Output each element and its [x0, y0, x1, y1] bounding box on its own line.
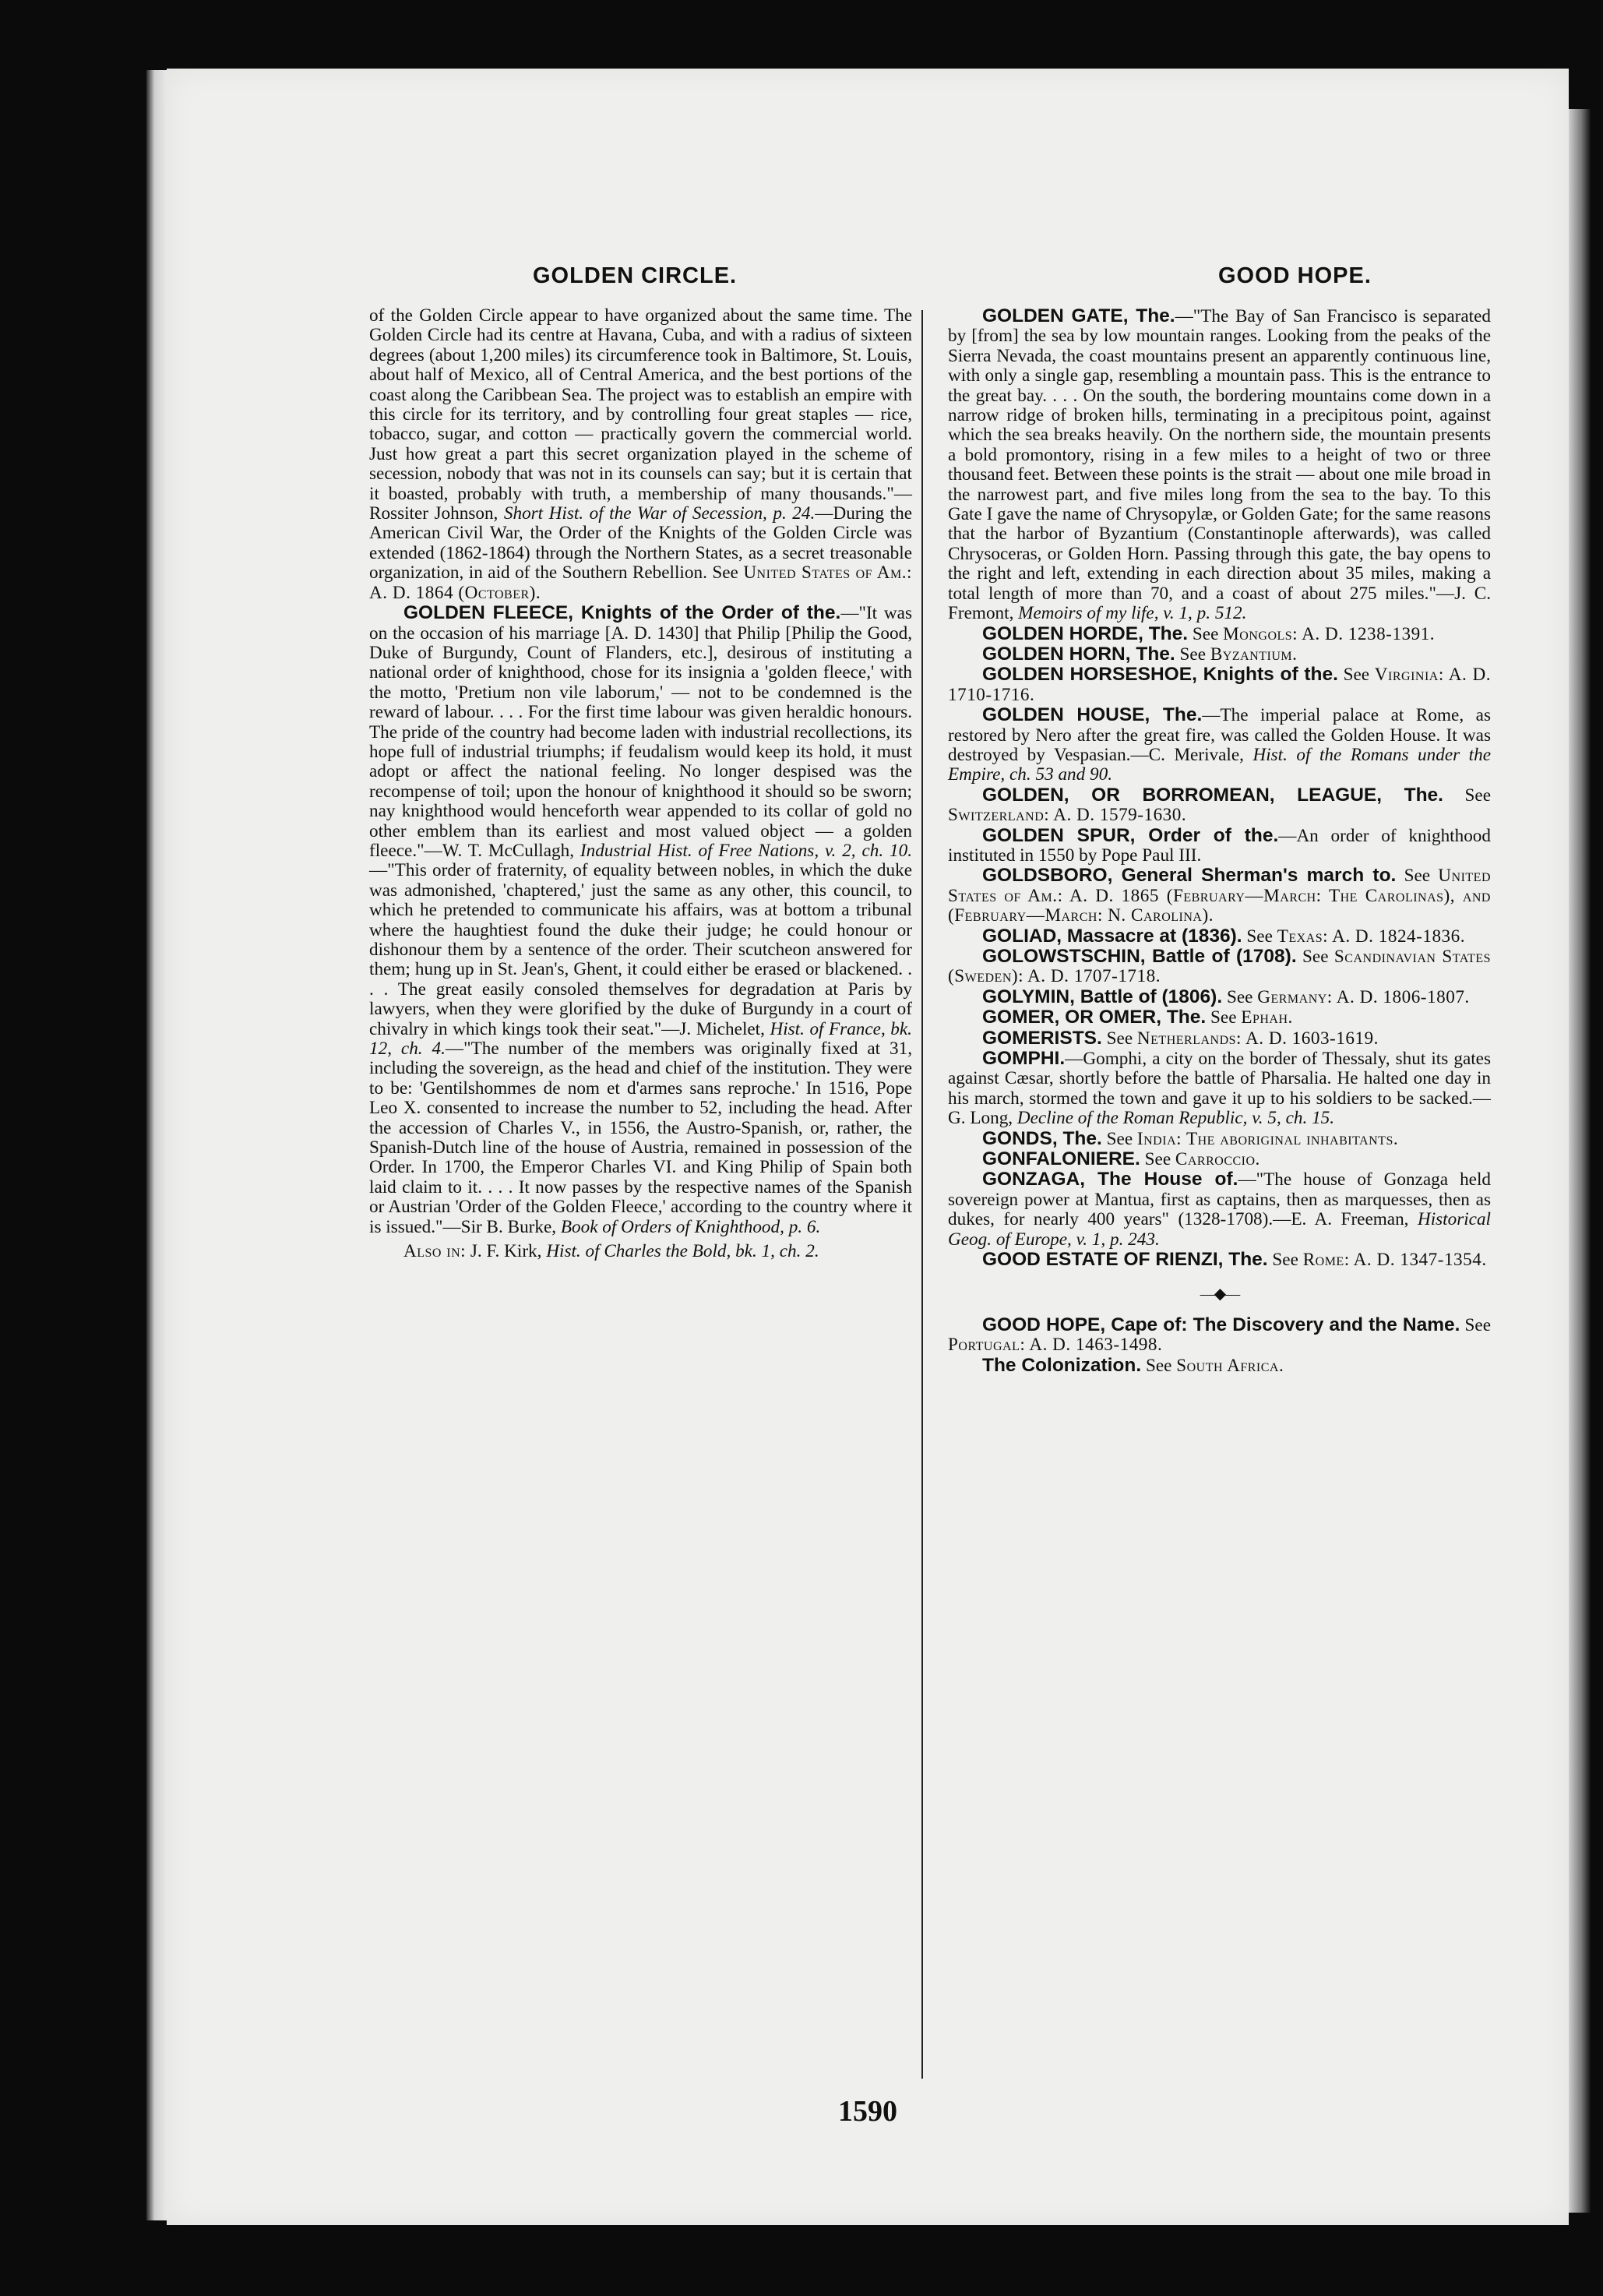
entry-gonds: GONDS, The. See India: The aboriginal inhabitants.	[982, 1127, 1399, 1149]
entry-golden-horn: GOLDEN HORN, The. See Byzantium.	[982, 643, 1298, 665]
headword: GOLDEN GATE, The.	[982, 305, 1175, 326]
scan-left-edge	[146, 70, 167, 2220]
entry-gomphi: GOMPHI.—Gomphi, a city on the border of Thessaly, shut its gates against Cæsar, shortly before the battle of Pharsalia. He halted one day in his march, stormed the town and gave it up to his soldiers to be sacked.—G. Long, Decline of the Roman Republic, v. 5, ch. 15.	[948, 1048, 1491, 1129]
entry-good-estate-rienzi: GOOD ESTATE OF RIENZI, The. See Rome: A. D. 1347-1354.	[982, 1249, 1487, 1271]
running-head-right: GOOD HOPE.	[1218, 263, 1372, 288]
also-in-note: Also in: J. F. Kirk, Hist. of Charles the Bold, bk. 1, ch. 2.	[403, 1241, 819, 1262]
left-column	[369, 306, 912, 1262]
page-number: 1590	[838, 2095, 897, 2128]
entry-golden-horseshoe: GOLDEN HORSESHOE, Knights of the. See Virginia: A. D. 1710-1716.	[948, 664, 1491, 705]
entry-golden-circle-continued: of the Golden Circle appear to have organized about the same time. The Golden Circle had its centre at Havana, Cuba, and with a radius of sixteen degrees (about 1,200 miles) its circumference took in Baltimore, St. Louis, about half of Mexico, all of Central America, and the best portions of the coast along the Caribbean Sea. The project was to establish an empire with this circle for its territory, and by controlling four great staples — rice, tobacco, sugar, and cotton — practically govern the commercial world. Just how great a part this secret organization played in the scheme of secession, nobody that was not in its counsels can say; but it is certain that it boasted, probably with truth, a membership of many thousands."—Rossiter Johnson, Short Hist. of the War of Secession, p. 24.—During the American Civil War, the Order of the Knights of the Golden Circle was extended (1862-1864) through the Northern States, as a secret treasonable organization, in aid of the Southern Rebellion. See United States of Am.: A. D. 1864 (October).	[369, 305, 912, 603]
entry-golden-horde: GOLDEN HORDE, The. See Mongols: A. D. 1238-1391.	[982, 622, 1436, 644]
entry-golymin: GOLYMIN, Battle of (1806). See Germany: A. D. 1806-1807.	[982, 986, 1470, 1007]
entry-good-hope-colonization: The Colonization. See South Africa.	[982, 1354, 1284, 1376]
column-rule	[921, 310, 923, 2079]
entry-gomerists: GOMERISTS. See Netherlands: A. D. 1603-1619.	[982, 1027, 1379, 1049]
scan-right-edge	[1567, 109, 1591, 2213]
entry-goliad: GOLIAD, Massacre at (1836). See Texas: A. D. 1824-1836.	[982, 925, 1466, 947]
right-column	[948, 306, 1491, 1376]
entry-golden-spur: GOLDEN SPUR, Order of the.—An order of knighthood instituted in 1550 by Pope Paul III.	[948, 824, 1491, 866]
entry-gonzaga: GONZAGA, The House of.—"The house of Gonzaga held sovereign power at Mantua, first as captains, then as marquesses, then as dukes, for nearly 400 years" (1328-1708).—E. A. Freeman, Historical Geog. of Europe, v. 1, p. 243.	[948, 1169, 1492, 1250]
entry-goldsboro: GOLDSBORO, General Sherman's march to. See United States of Am.: A. D. 1865 (February—March: The Carolinas), and (February—March: N. Carolina).	[948, 865, 1491, 926]
entry-golden-fleece: GOLDEN FLEECE, Knights of the Order of the.—"It was on the occasion of his marriage [A. D. 1430] that Philip [Philip the Good, Duke of Burgundy, Count of Flanders, etc.], desirous of instituting a national order of knighthood, chose for its insignia a 'golden fleece,' with the motto, 'Pretium non vile laborum,' — not to be condemned is the reward of labour. . . . For the first time labour was given heraldic honours. The pride of the country had become laden with industrial recollections, its hope full of industrial triumphs; if feudalism would keep its hold, it must adopt or affect the national feeling. No longer despised was the recompense of toil; upon the honour of knighthood it should so be sworn; nay knighthood would henceforth wear appended to its collar of gold no other emblem than its earliest and most valued object — a golden fleece."—W. T. McCullagh, Industrial Hist. of Free Nations, v. 2, ch. 10.—"This order of fraternity, of equality between nobles, in which the duke was admonished, 'chaptered,' just the same as any other, this council, to which he pretended to communicate his affairs, was at bottom a tribunal where the haughtiest found the duke their judge; he could honour or dishonour them by a sentence of the order. Their scutcheon answered for them; hung up in St. Jean's, Ghent, it could either be erased or blackened. . . . The great easily consoled themselves for degradation at Paris by lawyers, when they were glorified by the duke of Burgundy in a court of chivalry in which kings took their seat."—J. Michelet, Hist. of France, bk. 12, ch. 4.—"The number of the members was originally fixed at 31, including the sovereign, as the head and chief of the institution. They were to be: 'Gentilshommes de nom et d'armes sans reproche.' In 1516, Pope Leo X. consented to increase the number to 52, including the head. After the accession of Charles V., in 1556, the Austro-Spanish, or, rather, the Spanish-Dutch line of the house of Austria, remained in possession of the Order. In 1700, the Emperor Charles VI. and King Philip of Spain both laid claim to it. . . . It now passes by the respective names of the Spanish or Austrian 'Order of the Golden Fleece,' according to the country where it is issued."—Sir B. Burke, Book of Orders of Knighthood, p. 6.	[369, 602, 913, 1237]
running-head-left: GOLDEN CIRCLE.	[533, 263, 738, 288]
section-ornament: —◆—	[1200, 1285, 1239, 1303]
book-page	[167, 69, 1569, 2225]
entry-gomer: GOMER, OR OMER, The. See Ephah.	[982, 1007, 1293, 1028]
entry-golden-gate: GOLDEN GATE, The.—"The Bay of San Francisco is separated by [from] the sea by low mountain ranges. Looking from the peaks of the Sierra Nevada, the coast mountains present an apparently continuous line, with only a single gap, resembling a mountain pass. This is the entrance to the great bay. . . . On the south, the bordering mountains come down in a narrow ridge of broken hills, terminating in a precipitous point, against which the sea breaks heavily. On the northern side, the mountain presents a bold promontory, rising in a few miles to a height of two or three thousand feet. Between these points is the strait — about one mile broad in the narrowest part, and five miles long from the sea to the bay. To this Gate I gave the name of Chrysopylæ, or Golden Gate; for the same reasons that the harbor of Byzantium (Constantinople afterwards), was called Chrysoceras, or Golden Horn. Passing through this gate, the bay opens to the right and left, extending in each direction about 35 miles, making a total length of more than 70, and a coast of about 275 miles."—J. C. Fremont, Memoirs of my life, v. 1, p. 512.	[948, 305, 1491, 624]
entry-golden-house: GOLDEN HOUSE, The.—The imperial palace at Rome, as restored by Nero after the great fire, was called the Golden House. It was destroyed by Vespasian.—C. Merivale, Hist. of the Romans under the Empire, ch. 53 and 90.	[948, 704, 1491, 785]
entry-golowstschin: GOLOWSTSCHIN, Battle of (1708). See Scandinavian States (Sweden): A. D. 1707-1718.	[948, 946, 1491, 987]
headword: GOLDEN FLEECE, Knights of the Order of the.	[403, 602, 841, 624]
entry-borromean-league: GOLDEN, OR BORROMEAN, LEAGUE, The. See Switzerland: A. D. 1579-1630.	[948, 784, 1491, 826]
entry-good-hope-cape: GOOD HOPE, Cape of: The Discovery and the Name. See Portugal: A. D. 1463-1498.	[948, 1314, 1492, 1356]
entry-gonfaloniere: GONFALONIERE. See Carroccio.	[982, 1148, 1260, 1170]
